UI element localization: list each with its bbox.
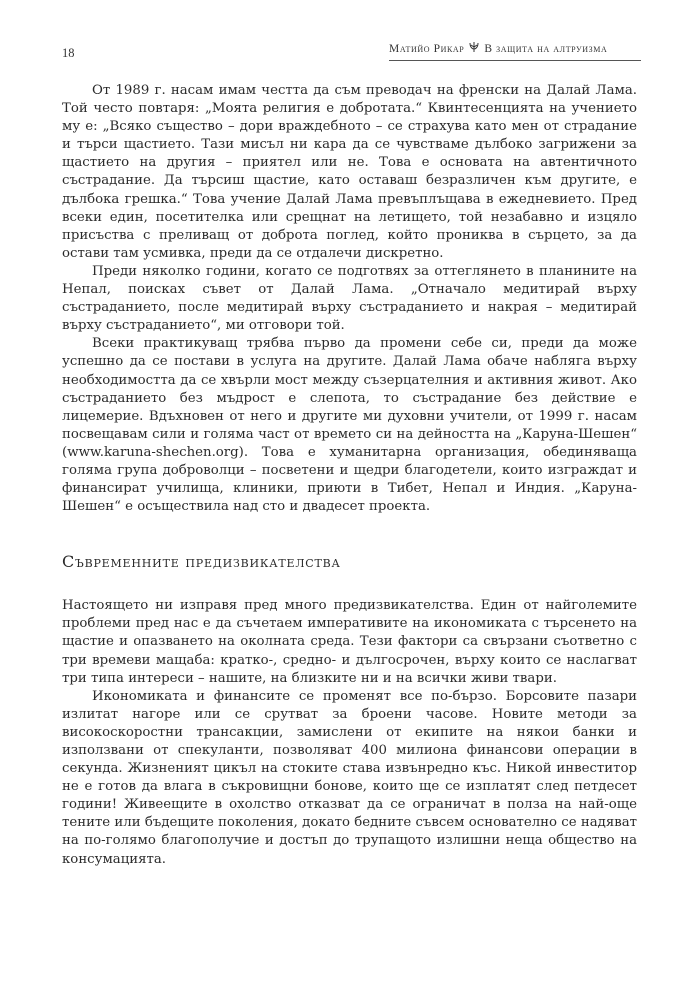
body-paragraph: Настоящето ни изправя пред много предизвикателства. Един от найголемите проблеми пред нас е да съчетаем императивите на икономиката с търсенето на щастие и опазването на околната среда. Тези фактори са свързани съответно с три времеви мащаба: кратко-, средно- и дългосрочен, върху които се наслагват три типа интереси – нашите, на близките ни и на всички живи твари. [62,598,637,686]
body-paragraph: От 1989 г. насам имам честта да съм преводач на френски на Далай Лама. Той често повтаря: „Моята религия е добротата.“ Квинтесенцията на учението му е: „Всяко същество – дори враждебното – се страхува като мен от страдание и търси щастието. Тази мисъл ни кара да се чувстваме дълбоко загрижени за щастието на другия – приятел или не. Това е основата на автентичното състрадание. Да търсиш щастие, като оставаш безразличен към другите, е дълбока грешка.“ Това учение Далай Лама превъплъщава в ежедневието. Пред всеки един, посетителка или срещнат на летището, той незабавно и изцяло присъства с преливащ от доброта поглед, който прониква в сърцето, за да остави там усмивка, преди да се отдалечи дискретно. [62,83,637,261]
body-paragraph: Преди няколко години, когато се подготвях за оттеглянето в планините на Непал, поисках съвет от Далай Лама. „Отначало медитирай върху състраданието, после медитирай върху състраданието и накрая – медитирай върху състраданието“, ми отговори той. [62,263,637,334]
page-body [62,82,637,869]
body-paragraph: Всеки практикуващ трябва първо да промени себе си, преди да може успешно да се постави в услуга на другите. Далай Лама обаче набляга върху необходимостта да се хвърли мост между съзерцателния и активния живот. Ако състраданието без мъдрост е слепота, то състрадание без действие е лицемерие. Вдъхновен от него и другите ми духовни учители, от 1999 г. насам посвещавам сили и голяма част от времето си на дейността на „Каруна-Шешен“ (www.karuna-shechen.org). Това е хуманитарна организация, обединяваща голяма група доброволци – посветени и щедри благодетели, които изграждат и финансират училища, клиники, приюти в Тибет, Непал и Индия. „Каруна-Шешен“ е осъществила над сто и двадесет проекта. [62,336,637,515]
body-paragraph: Икономиката и финансите се променят все по-бързо. Борсовите пазари излитат нагоре или се срутват за броени часове. Новите методи за високоскоростни трансакции, замислени от екипите на някои банки и използвани от спекуланти, позволяват 400 милиона финансови операции в секунда. Жизненият цикъл на стоките става извънредно къс. Никой инвеститор не е готов да влага в съкровищни бонове, които ще се изплатят след петдесет години! Живеещите в охолство отказват да се ограничат в полза на най-още тените или бъдещите поколения, докато бедните съвсем основателно се надяват на по-голямо благополучие и достъп до трупащото излишни неща общество на консумацията. [62,688,637,867]
section-heading: Съвременните предизвикателства [62,552,341,572]
running-head-author: Матийо Рикар [389,43,465,55]
page-number: 18 [62,46,75,60]
running-head-title: В защита на алтруизма [484,43,608,55]
page-header [0,0,700,72]
header-rule [389,60,641,61]
fleuron-icon [469,42,479,53]
running-head [389,42,641,58]
